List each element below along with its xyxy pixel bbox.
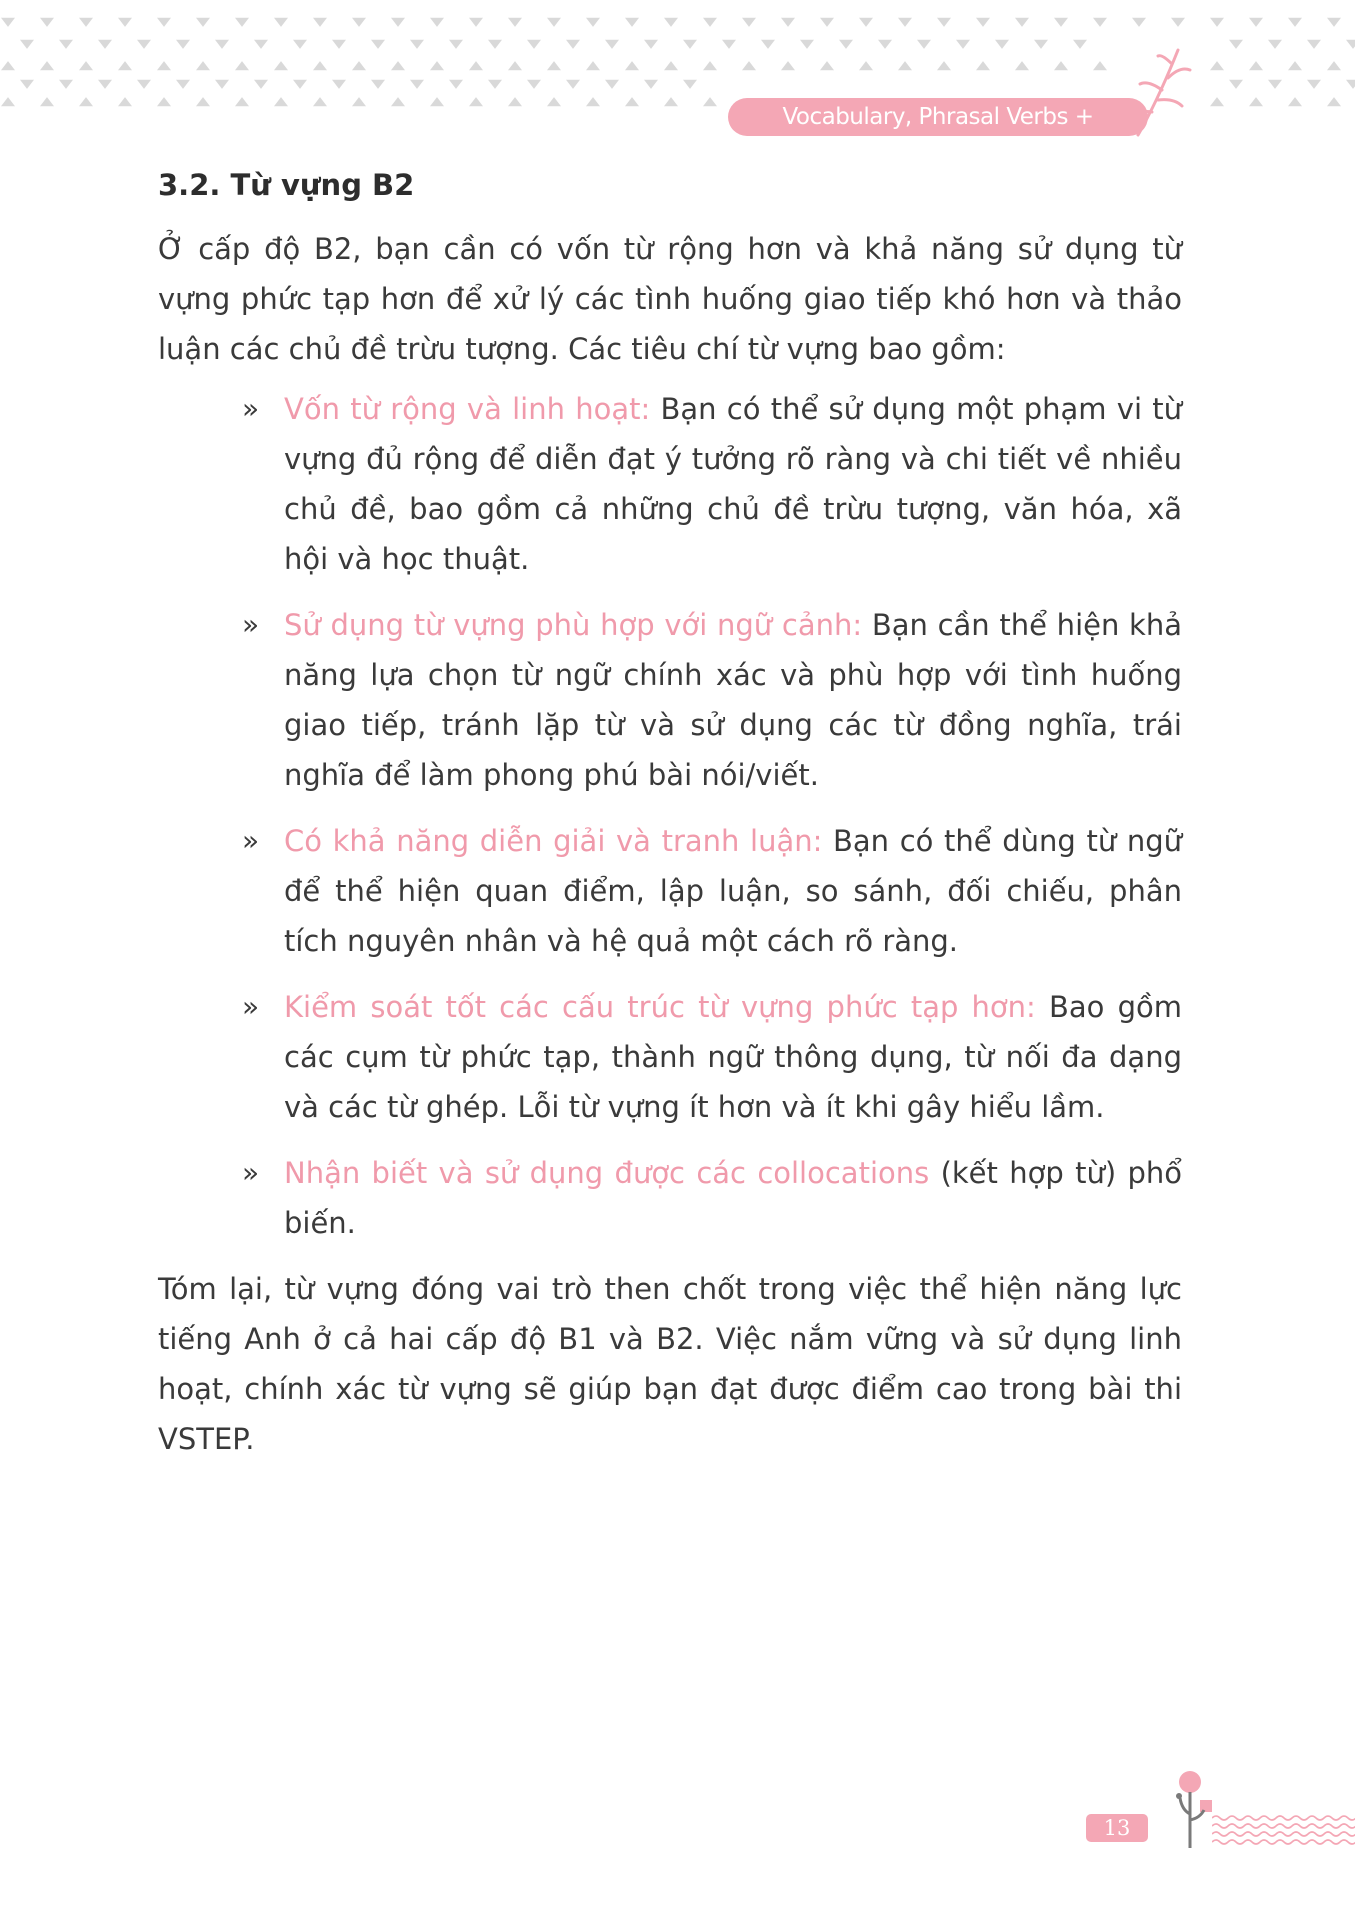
pattern-triangle <box>293 40 307 49</box>
pattern-triangle <box>1210 97 1224 106</box>
pattern-triangle <box>781 18 795 27</box>
pattern-triangle <box>215 80 229 89</box>
pattern-triangle <box>293 80 307 89</box>
bullet-highlight: Nhận biết và sử dụng được các collocations <box>284 1156 930 1190</box>
bullet-text: Bạn có thể sử dụng một phạm vi từ vựng đủ rộng để diễn đạt ý tưởng rõ ràng và chi tiết về nhiều chủ đề, bao gồm cả những chủ đề trừu tượng, văn hóa, xã hội và học thuật. <box>284 392 1182 576</box>
pattern-triangle <box>1 18 15 27</box>
pattern-triangle <box>586 61 600 70</box>
bullet-highlight: Vốn từ rộng và linh hoạt: <box>284 392 651 426</box>
pattern-triangle <box>859 61 873 70</box>
pattern-triangle <box>703 18 717 27</box>
pattern-triangle <box>547 18 561 27</box>
pattern-triangle <box>79 61 93 70</box>
pattern-triangle <box>625 61 639 70</box>
pattern-triangle <box>1229 80 1243 89</box>
pattern-triangle <box>313 18 327 27</box>
pattern-triangle <box>761 40 775 49</box>
pattern-triangle <box>703 61 717 70</box>
bullet-marker-icon: » <box>242 392 260 425</box>
pattern-triangle <box>644 80 658 89</box>
pattern-triangle <box>332 80 346 89</box>
pattern-triangle <box>371 80 385 89</box>
pattern-triangle <box>820 18 834 27</box>
pattern-triangle <box>313 97 327 106</box>
pattern-triangle <box>118 61 132 70</box>
pattern-triangle <box>449 80 463 89</box>
pattern-triangle <box>1034 40 1048 49</box>
pattern-triangle <box>352 18 366 27</box>
pattern-triangle <box>469 97 483 106</box>
bullet-marker-icon: » <box>242 824 260 857</box>
bullet-text: Bạn cần thể hiện khả năng lựa chọn từ ngữ chính xác và phù hợp với tình huống giao tiếp, tránh lặp từ và sử dụng các từ đồng nghĩa, trái nghĩa để làm phong phú bài nói/viết. <box>284 608 1182 792</box>
pattern-triangle <box>79 97 93 106</box>
pattern-triangle <box>391 61 405 70</box>
pattern-triangle <box>410 80 424 89</box>
pattern-triangle <box>527 40 541 49</box>
pattern-triangle <box>859 18 873 27</box>
pattern-triangle <box>742 18 756 27</box>
pattern-triangle <box>352 97 366 106</box>
pattern-triangle <box>527 80 541 89</box>
wave-lines-icon <box>1212 1812 1355 1848</box>
tree-icon <box>1160 1770 1220 1850</box>
header-badge: Vocabulary, Phrasal Verbs + Collocations <box>728 98 1148 136</box>
pattern-triangle <box>410 40 424 49</box>
pattern-triangle <box>508 18 522 27</box>
pattern-triangle <box>254 80 268 89</box>
bullet-text: Bao gồm các cụm từ phức tạp, thành ngữ thông dụng, từ nối đa dạng và các từ ghép. Lỗi từ vựng ít hơn và ít khi gây hiểu lầm. <box>284 990 1182 1124</box>
pattern-triangle <box>391 18 405 27</box>
pattern-triangle <box>547 97 561 106</box>
pattern-triangle <box>118 18 132 27</box>
bullet-highlight: Có khả năng diễn giải và tranh luận: <box>284 824 823 858</box>
pattern-triangle <box>898 18 912 27</box>
pattern-triangle <box>59 40 73 49</box>
pattern-triangle <box>644 40 658 49</box>
pattern-triangle <box>118 97 132 106</box>
pattern-triangle <box>820 61 834 70</box>
pattern-triangle <box>157 97 171 106</box>
pattern-triangle <box>449 40 463 49</box>
pattern-triangle <box>274 18 288 27</box>
pattern-triangle <box>683 80 697 89</box>
bullet-marker-icon: » <box>242 608 260 641</box>
pattern-triangle <box>956 40 970 49</box>
pattern-triangle <box>566 40 580 49</box>
page-number: 13 <box>1086 1814 1148 1842</box>
pattern-triangle <box>937 61 951 70</box>
pattern-triangle <box>1268 80 1282 89</box>
pattern-triangle <box>371 40 385 49</box>
pattern-triangle <box>1307 40 1321 49</box>
pattern-triangle <box>274 61 288 70</box>
pattern-triangle <box>1015 18 1029 27</box>
pattern-triangle <box>664 97 678 106</box>
pattern-triangle <box>625 97 639 106</box>
list-item <box>158 600 1182 800</box>
pattern-triangle <box>176 80 190 89</box>
bullet-highlight: Sử dụng từ vựng phù hợp với ngữ cảnh: <box>284 608 863 642</box>
bullet-text: (kết hợp từ) phổ biến. <box>284 1156 1183 1240</box>
pattern-triangle <box>781 61 795 70</box>
pattern-triangle <box>1346 40 1355 49</box>
criteria-list <box>158 384 1182 1248</box>
pattern-triangle <box>59 80 73 89</box>
pattern-triangle <box>40 61 54 70</box>
pattern-triangle <box>157 61 171 70</box>
pattern-triangle <box>1307 80 1321 89</box>
pattern-triangle <box>1132 18 1146 27</box>
pattern-triangle <box>332 40 346 49</box>
pattern-triangle <box>98 80 112 89</box>
pattern-triangle <box>313 61 327 70</box>
pattern-triangle <box>469 18 483 27</box>
bullet-text: Bạn có thể dùng từ ngữ để thể hiện quan điểm, lập luận, so sánh, đối chiếu, phân tích nguyên nhân và hệ quả một cách rõ ràng. <box>284 824 1182 958</box>
pattern-triangle <box>254 40 268 49</box>
pattern-triangle <box>98 40 112 49</box>
pattern-triangle <box>352 61 366 70</box>
pattern-triangle <box>196 97 210 106</box>
pattern-triangle <box>1015 61 1029 70</box>
pattern-triangle <box>488 80 502 89</box>
list-item <box>158 982 1182 1132</box>
pattern-triangle <box>995 40 1009 49</box>
pattern-triangle <box>157 18 171 27</box>
pattern-triangle <box>664 61 678 70</box>
pattern-triangle <box>1327 61 1341 70</box>
pattern-triangle <box>1249 97 1263 106</box>
pattern-triangle <box>1249 18 1263 27</box>
pattern-triangle <box>605 40 619 49</box>
pattern-triangle <box>40 18 54 27</box>
pattern-triangle <box>586 18 600 27</box>
pattern-triangle <box>839 40 853 49</box>
pattern-triangle <box>20 40 34 49</box>
pattern-triangle <box>1288 61 1302 70</box>
pattern-triangle <box>703 97 717 106</box>
pattern-triangle <box>878 40 892 49</box>
pattern-triangle <box>196 18 210 27</box>
pattern-triangle <box>917 40 931 49</box>
pattern-triangle <box>1 97 15 106</box>
pattern-triangle <box>508 61 522 70</box>
pattern-triangle <box>1 61 15 70</box>
pattern-triangle <box>196 61 210 70</box>
pattern-triangle <box>79 18 93 27</box>
pattern-triangle <box>1073 40 1087 49</box>
pattern-triangle <box>664 18 678 27</box>
pattern-triangle <box>235 61 249 70</box>
pattern-triangle <box>976 61 990 70</box>
section-title: 3.2. Từ vựng B2 <box>158 168 415 202</box>
pattern-triangle <box>566 80 580 89</box>
pattern-triangle <box>742 61 756 70</box>
bullet-marker-icon: » <box>242 990 260 1023</box>
pattern-triangle <box>508 97 522 106</box>
pattern-triangle <box>1288 18 1302 27</box>
bullet-marker-icon: » <box>242 1156 260 1189</box>
pattern-triangle <box>215 40 229 49</box>
pattern-triangle <box>1054 18 1068 27</box>
pattern-triangle <box>976 18 990 27</box>
content-area <box>158 168 1182 1464</box>
intro-paragraph: Ở cấp độ B2, bạn cần có vốn từ rộng hơn và khả năng sử dụng từ vựng phức tạp hơn để xử lý các tình huống giao tiếp khó hơn và thảo luận các chủ đề trừu tượng. Các tiêu chí từ vựng bao gồm: <box>158 232 1182 366</box>
list-item <box>158 1148 1182 1248</box>
pattern-triangle <box>605 80 619 89</box>
pattern-triangle <box>40 97 54 106</box>
list-item <box>158 384 1182 584</box>
pattern-triangle <box>430 61 444 70</box>
pattern-triangle <box>1093 18 1107 27</box>
pattern-triangle <box>1229 40 1243 49</box>
pattern-triangle <box>1268 40 1282 49</box>
pattern-triangle <box>430 18 444 27</box>
pattern-triangle <box>176 40 190 49</box>
pattern-triangle <box>1249 61 1263 70</box>
list-item <box>158 816 1182 966</box>
pattern-triangle <box>1288 97 1302 106</box>
pattern-triangle <box>1210 61 1224 70</box>
pattern-triangle <box>1327 97 1341 106</box>
pattern-triangle <box>800 40 814 49</box>
pattern-triangle <box>1054 61 1068 70</box>
pattern-triangle <box>430 97 444 106</box>
pattern-triangle <box>1093 61 1107 70</box>
pattern-triangle <box>235 18 249 27</box>
pattern-triangle <box>1210 18 1224 27</box>
pattern-triangle <box>235 97 249 106</box>
pattern-triangle <box>1346 80 1355 89</box>
pattern-triangle <box>1327 18 1341 27</box>
pattern-triangle <box>937 18 951 27</box>
pattern-triangle <box>20 80 34 89</box>
bullet-highlight: Kiểm soát tốt các cấu trúc từ vựng phức tạp hơn: <box>284 990 1036 1024</box>
pattern-triangle <box>898 61 912 70</box>
pattern-triangle <box>683 40 697 49</box>
conclusion-paragraph: Tóm lại, từ vựng đóng vai trò then chốt trong việc thể hiện năng lực tiếng Anh ở cả hai cấp độ B1 và B2. Việc nắm vững và sử dụng linh hoạt, chính xác từ vựng sẽ giúp bạn đạt được điểm cao trong bài thi VSTEP. <box>158 1272 1182 1456</box>
pattern-triangle <box>547 61 561 70</box>
pattern-triangle <box>137 40 151 49</box>
pattern-triangle <box>137 80 151 89</box>
pattern-triangle <box>625 18 639 27</box>
pattern-triangle <box>722 40 736 49</box>
pattern-triangle <box>1171 18 1185 27</box>
pattern-triangle <box>274 97 288 106</box>
pattern-triangle <box>469 61 483 70</box>
pattern-triangle <box>488 40 502 49</box>
pattern-triangle <box>586 97 600 106</box>
pattern-triangle <box>391 97 405 106</box>
